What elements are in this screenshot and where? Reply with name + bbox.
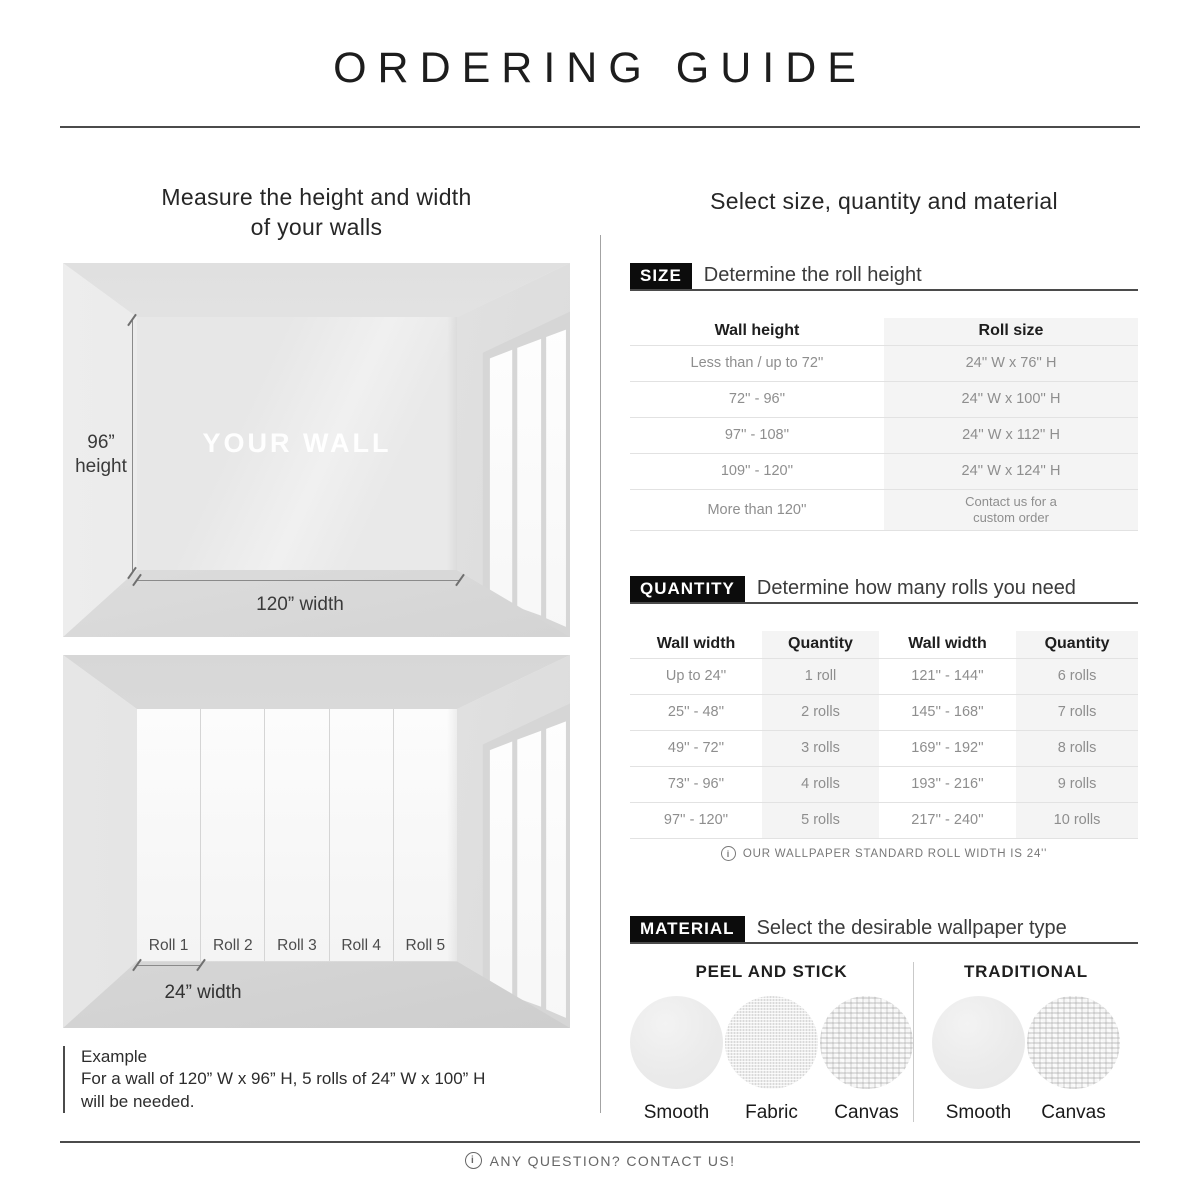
roll-width-note bbox=[630, 846, 1138, 861]
canvas-texture-circle bbox=[1027, 996, 1120, 1089]
roll-size-cell: 24'' W x 100'' H bbox=[884, 381, 1138, 417]
material-swatch-smooth bbox=[630, 996, 723, 1124]
size-section-header bbox=[630, 263, 1138, 291]
height-word: height bbox=[75, 455, 127, 477]
canvas-texture-circle bbox=[820, 996, 913, 1089]
material-section-header bbox=[630, 916, 1138, 944]
qty-col-wall-width: Wall width bbox=[908, 634, 987, 652]
material-group-peel-and-stick bbox=[630, 956, 913, 1124]
wall-width-cell: Up to 24'' bbox=[665, 668, 727, 685]
roll-width-dimension-line bbox=[137, 965, 201, 966]
example-line1: For a wall of 120” W x 96” H, 5 rolls of 24” W x 100” H bbox=[81, 1069, 486, 1089]
table-row bbox=[630, 489, 1138, 531]
roll-size-cell: 24'' W x 112'' H bbox=[884, 417, 1138, 453]
quantity-section bbox=[630, 576, 1138, 839]
material-groups bbox=[630, 956, 1138, 1124]
roll-size-cell: 24'' W x 76'' H bbox=[884, 345, 1138, 381]
measure-heading-line2: of your walls bbox=[250, 214, 383, 241]
fabric-texture-circle bbox=[725, 996, 818, 1089]
info-icon: i bbox=[465, 1152, 482, 1169]
quantity-cell: 9 rolls bbox=[1016, 766, 1138, 802]
material-swatch-smooth bbox=[932, 996, 1025, 1124]
roll-panel: Roll 5 bbox=[394, 709, 457, 961]
room-illustration-rolls bbox=[63, 655, 570, 1028]
material-swatch-fabric bbox=[725, 996, 818, 1124]
table-row bbox=[630, 417, 1138, 453]
width-dimension-label: 120” width bbox=[256, 594, 344, 615]
material-badge: MATERIAL bbox=[630, 916, 745, 942]
wall-width-cell: 121'' - 144'' bbox=[911, 668, 984, 685]
roll-width-dimension-label: 24” width bbox=[164, 982, 242, 1003]
material-group-traditional bbox=[914, 956, 1138, 1124]
your-wall-surface bbox=[137, 317, 457, 570]
title-divider bbox=[60, 126, 1140, 128]
smooth-texture-circle bbox=[932, 996, 1025, 1089]
swatch-row bbox=[932, 996, 1120, 1124]
swatch-row bbox=[630, 996, 913, 1124]
table-row bbox=[630, 694, 1138, 730]
table-row bbox=[630, 453, 1138, 489]
roll-panel: Roll 2 bbox=[201, 709, 265, 961]
wall-width-cell: 169'' - 192'' bbox=[911, 740, 984, 757]
material-label: Canvas bbox=[1041, 1102, 1106, 1123]
wall-width-cell: 25'' - 48'' bbox=[667, 704, 725, 721]
info-icon: i bbox=[721, 846, 736, 861]
quantity-badge: QUANTITY bbox=[630, 576, 745, 602]
table-row bbox=[630, 730, 1138, 766]
example-title: Example bbox=[81, 1047, 148, 1066]
wall-width-cell: 193'' - 216'' bbox=[911, 776, 984, 793]
material-section bbox=[630, 916, 1138, 944]
example-block bbox=[63, 1046, 581, 1113]
size-col-roll-size: Roll size bbox=[884, 318, 1138, 346]
size-col-wall-height: Wall height bbox=[714, 321, 800, 339]
footer-contact-text: ANY QUESTION? CONTACT US! bbox=[489, 1152, 736, 1169]
size-table bbox=[630, 318, 1138, 532]
wall-height-cell: 109'' - 120'' bbox=[720, 463, 794, 480]
table-row bbox=[630, 766, 1138, 802]
quantity-cell: 8 rolls bbox=[1016, 730, 1138, 766]
quantity-cell: 2 rolls bbox=[762, 694, 879, 730]
wall-width-cell: 49'' - 72'' bbox=[667, 740, 725, 757]
quantity-cell: 3 rolls bbox=[762, 730, 879, 766]
roll-panels bbox=[137, 709, 457, 961]
quantity-section-title: Determine how many rolls you need bbox=[756, 577, 1076, 600]
quantity-cell: 1 roll bbox=[762, 658, 879, 694]
table-row bbox=[630, 802, 1138, 838]
wall-width-cell: 145'' - 168'' bbox=[911, 704, 984, 721]
wall-height-cell: More than 120'' bbox=[707, 501, 807, 518]
quantity-table bbox=[630, 631, 1138, 839]
column-divider bbox=[600, 235, 601, 1113]
material-label: Canvas bbox=[834, 1102, 899, 1123]
wall-width-cell: 97'' - 120'' bbox=[663, 812, 729, 829]
table-row bbox=[630, 381, 1138, 417]
roll-size-cell: 24'' W x 124'' H bbox=[884, 453, 1138, 489]
qty-col-quantity: Quantity bbox=[1016, 631, 1138, 659]
roll-panel: Roll 1 bbox=[137, 709, 201, 961]
table-row bbox=[630, 658, 1138, 694]
height-dimension-label bbox=[63, 431, 139, 479]
wall-height-cell: 72'' - 96'' bbox=[728, 391, 786, 408]
roll-size-cell bbox=[884, 489, 1138, 531]
material-group-title: TRADITIONAL bbox=[963, 962, 1088, 981]
qty-col-wall-width: Wall width bbox=[656, 634, 736, 652]
quantity-cell: 10 rolls bbox=[1016, 802, 1138, 838]
material-swatch-canvas bbox=[1027, 996, 1120, 1124]
room-illustration-your-wall bbox=[63, 263, 570, 637]
wall-width-cell: 73'' - 96'' bbox=[667, 776, 725, 793]
size-section-title: Determine the roll height bbox=[703, 264, 922, 287]
size-badge: SIZE bbox=[630, 263, 692, 289]
height-value: 96” bbox=[87, 432, 115, 453]
measure-heading-line1: Measure the height and width bbox=[161, 184, 472, 210]
width-dimension-line bbox=[137, 580, 460, 581]
example-line2: will be needed. bbox=[81, 1091, 195, 1111]
qty-col-quantity: Quantity bbox=[762, 631, 879, 659]
material-section-title: Select the desirable wallpaper type bbox=[756, 917, 1067, 940]
wall-height-cell: 97'' - 108'' bbox=[724, 427, 790, 444]
quantity-section-header bbox=[630, 576, 1138, 604]
wall-width-cell: 217'' - 240'' bbox=[911, 812, 984, 829]
smooth-texture-circle bbox=[630, 996, 723, 1089]
rolls-wall-surface bbox=[137, 709, 457, 961]
material-label: Smooth bbox=[945, 1102, 1012, 1123]
quantity-cell: 7 rolls bbox=[1016, 694, 1138, 730]
your-wall-label: YOUR WALL bbox=[202, 428, 392, 459]
quantity-cell: 6 rolls bbox=[1016, 658, 1138, 694]
size-section bbox=[630, 263, 1138, 531]
material-label: Fabric bbox=[745, 1102, 798, 1123]
material-group-title: PEEL AND STICK bbox=[695, 962, 848, 981]
select-heading: Select size, quantity and material bbox=[710, 188, 1058, 214]
quantity-cell: 5 rolls bbox=[762, 802, 879, 838]
material-swatch-canvas bbox=[820, 996, 913, 1124]
quantity-cell: 4 rolls bbox=[762, 766, 879, 802]
roll-panel: Roll 3 bbox=[265, 709, 329, 961]
footer-divider bbox=[60, 1141, 1140, 1143]
measure-heading bbox=[63, 182, 570, 243]
footer-contact bbox=[0, 1152, 1200, 1169]
roll-panel: Roll 4 bbox=[330, 709, 394, 961]
table-row bbox=[630, 345, 1138, 381]
roll-width-note-text: OUR WALLPAPER STANDARD ROLL WIDTH IS 24'' bbox=[742, 847, 1048, 860]
material-label: Smooth bbox=[643, 1102, 710, 1123]
wall-height-cell: Less than / up to 72'' bbox=[690, 355, 824, 372]
page-title: ORDERING GUIDE bbox=[333, 44, 867, 92]
custom-order-note: Contact us for a custom order bbox=[965, 493, 1057, 525]
